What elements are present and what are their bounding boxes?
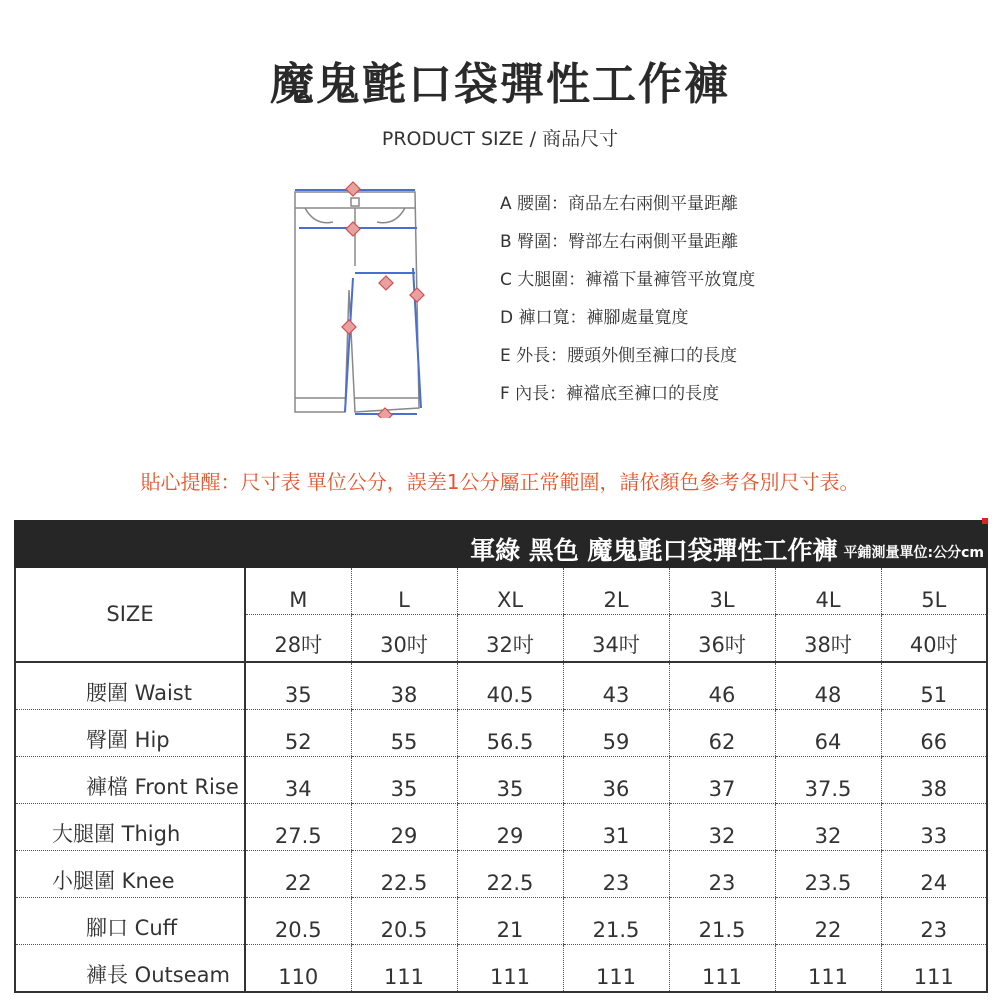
row-label: 腳口 Cuff: [15, 898, 245, 945]
pants-diagram: [285, 178, 435, 418]
legend-item-f: F 內長：褲襠底至褲口的長度: [500, 384, 720, 404]
page-subtitle: PRODUCT SIZE / 商品尺寸: [381, 128, 619, 150]
value-cell: 23.5: [775, 851, 881, 898]
value-cell: 59: [563, 710, 669, 757]
value-cell: 38: [351, 662, 457, 710]
size-table-unit: 平鋪測量單位:公分cm: [843, 545, 984, 561]
value-cell: 111: [669, 945, 775, 993]
value-cell: 66: [881, 710, 987, 757]
value-cell: 62: [669, 710, 775, 757]
value-cell: 40.5: [457, 662, 563, 710]
value-cell: 111: [457, 945, 563, 993]
size-table-header: [14, 520, 988, 568]
value-cell: 22.5: [351, 851, 457, 898]
size-table-title: 軍綠 黑色 魔鬼氈口袋彈性工作褲: [470, 536, 838, 565]
value-cell: 111: [775, 945, 881, 993]
value-cell: 35: [245, 662, 351, 710]
value-cell: 110: [245, 945, 351, 993]
inch-cell: 40吋: [881, 615, 987, 663]
size-label: SIZE: [15, 568, 245, 662]
value-cell: 31: [563, 804, 669, 851]
legend-item-e: E 外長：腰頭外側至褲口的長度: [500, 346, 738, 366]
value-cell: 111: [351, 945, 457, 993]
value-cell: 46: [669, 662, 775, 710]
row-label: 腰圍 Waist: [15, 662, 245, 710]
inch-cell: 36吋: [669, 615, 775, 663]
value-cell: 37.5: [775, 757, 881, 804]
value-cell: 111: [563, 945, 669, 993]
corner-marker: [982, 518, 988, 524]
value-cell: 38: [881, 757, 987, 804]
inch-cell: 28吋: [245, 615, 351, 663]
value-cell: 29: [351, 804, 457, 851]
value-cell: 24: [881, 851, 987, 898]
value-cell: 22: [245, 851, 351, 898]
table-row: [15, 945, 987, 993]
inch-cell: 38吋: [775, 615, 881, 663]
inch-cell: 34吋: [563, 615, 669, 663]
inch-cell: 32吋: [457, 615, 563, 663]
table-row: [15, 804, 987, 851]
row-label: 小腿圍 Knee: [15, 851, 245, 898]
row-label: 大腿圍 Thigh: [15, 804, 245, 851]
value-cell: 35: [351, 757, 457, 804]
value-cell: 21: [457, 898, 563, 945]
value-cell: 55: [351, 710, 457, 757]
size-cell: 3L: [669, 568, 775, 615]
table-row: [15, 710, 987, 757]
value-cell: 23: [669, 851, 775, 898]
value-cell: 27.5: [245, 804, 351, 851]
value-cell: 29: [457, 804, 563, 851]
size-row: [15, 568, 987, 615]
legend-item-b: B 臀圍：臀部左右兩側平量距離: [500, 232, 739, 252]
value-cell: 52: [245, 710, 351, 757]
value-cell: 32: [669, 804, 775, 851]
table-row: [15, 898, 987, 945]
value-cell: 22: [775, 898, 881, 945]
value-cell: 23: [881, 898, 987, 945]
value-cell: 111: [881, 945, 987, 993]
row-label: 褲長 Outseam: [15, 945, 245, 993]
value-cell: 36: [563, 757, 669, 804]
value-cell: 37: [669, 757, 775, 804]
legend-item-a: A 腰圍：商品左右兩側平量距離: [500, 194, 739, 214]
size-cell: XL: [457, 568, 563, 615]
legend-item-d: D 褲口寬：褲腳處量寬度: [500, 308, 689, 328]
value-cell: 20.5: [245, 898, 351, 945]
value-cell: 56.5: [457, 710, 563, 757]
size-cell: 2L: [563, 568, 669, 615]
value-cell: 20.5: [351, 898, 457, 945]
legend-item-c: C 大腿圍：褲襠下量褲管平放寬度: [500, 270, 756, 290]
value-cell: 64: [775, 710, 881, 757]
size-cell: 5L: [881, 568, 987, 615]
value-cell: 23: [563, 851, 669, 898]
row-label: 褲檔 Front Rise: [15, 757, 245, 804]
value-cell: 32: [775, 804, 881, 851]
size-notice: 貼心提醒：尺寸表 單位公分，誤差1公分屬正常範圍，請依顏色參考各別尺寸表。: [140, 470, 860, 494]
size-cell: L: [351, 568, 457, 615]
row-label: 臀圍 Hip: [15, 710, 245, 757]
size-cell: 4L: [775, 568, 881, 615]
value-cell: 21.5: [563, 898, 669, 945]
value-cell: 33: [881, 804, 987, 851]
inch-cell: 30吋: [351, 615, 457, 663]
table-row: [15, 757, 987, 804]
value-cell: 43: [563, 662, 669, 710]
table-row: [15, 662, 987, 710]
page-title: 魔鬼氈口袋彈性工作褲: [270, 59, 730, 110]
value-cell: 51: [881, 662, 987, 710]
table-row: [15, 851, 987, 898]
size-cell: M: [245, 568, 351, 615]
value-cell: 22.5: [457, 851, 563, 898]
value-cell: 21.5: [669, 898, 775, 945]
size-table: [14, 568, 988, 993]
value-cell: 35: [457, 757, 563, 804]
value-cell: 48: [775, 662, 881, 710]
measurement-rows: [15, 662, 987, 992]
value-cell: 34: [245, 757, 351, 804]
measurement-legend: [500, 190, 755, 418]
